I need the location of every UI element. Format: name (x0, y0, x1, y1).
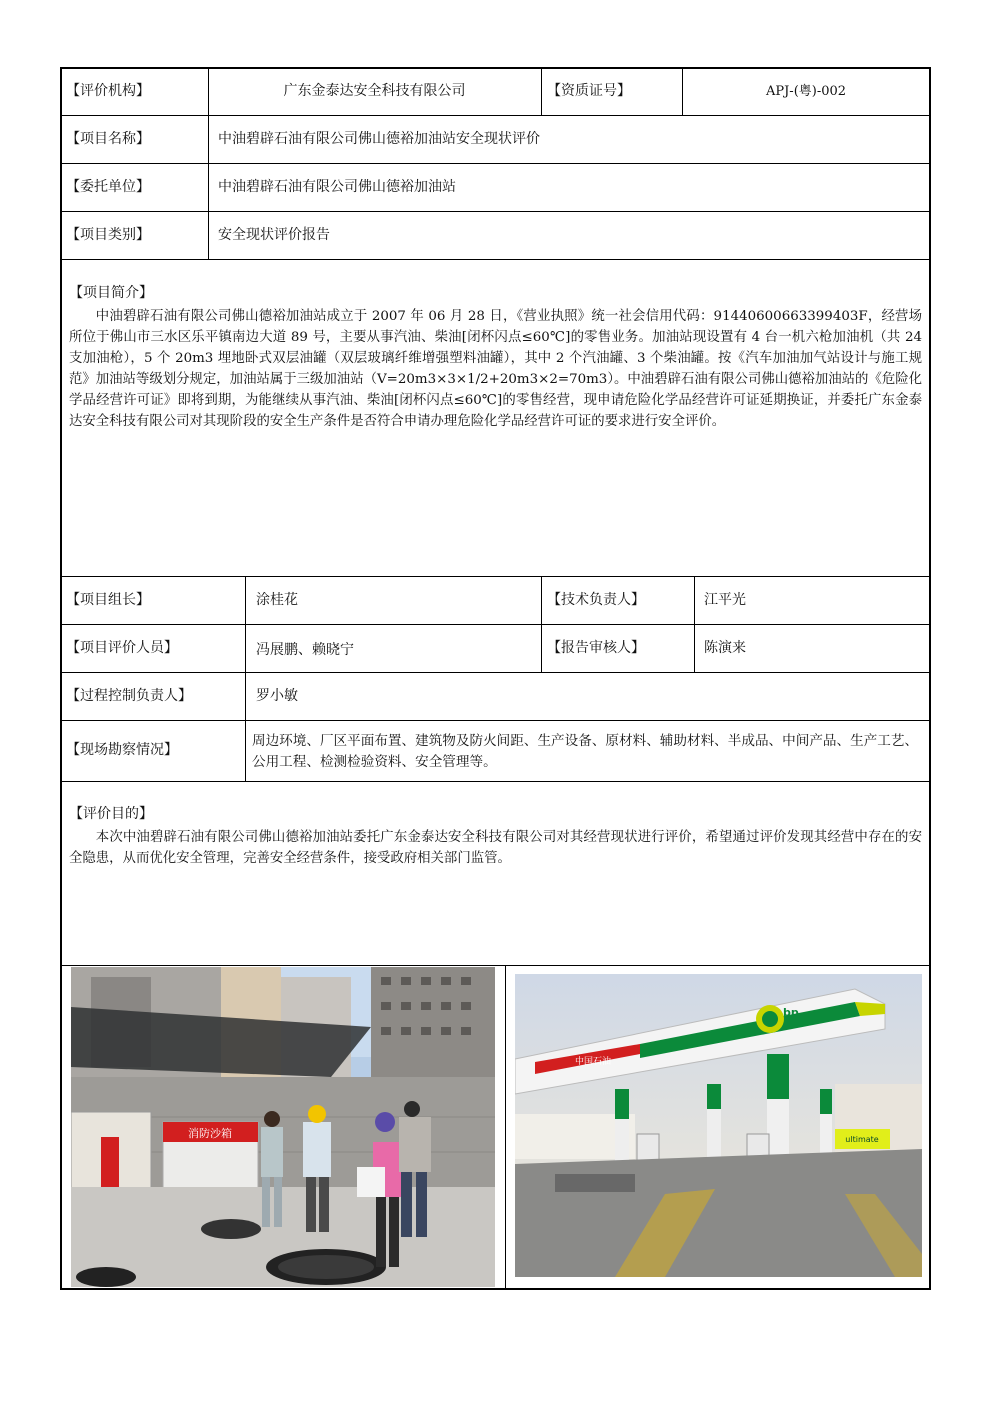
org-label: 【评价机构】 (66, 83, 150, 100)
purpose-label: 【评价目的】 (69, 806, 153, 822)
leader-label: 【项目组长】 (66, 591, 150, 608)
client-value: 中油碧辟石油有限公司佛山德裕加油站 (218, 178, 456, 195)
site-label: 【现场勘察情况】 (66, 742, 178, 759)
gas-station-photo (515, 974, 922, 1277)
sand-box-sign: 消防沙箱 (188, 1127, 232, 1140)
row-divider (61, 965, 930, 966)
project-intro (69, 283, 922, 432)
review-label: 【报告审核人】 (547, 639, 645, 656)
col-divider (541, 576, 542, 672)
row-divider (61, 259, 930, 260)
col-divider (541, 68, 542, 115)
col-divider (694, 576, 695, 672)
row-divider (61, 781, 930, 782)
process-value: 罗小敏 (256, 687, 298, 704)
org-value: 广东金泰达安全科技有限公司 (283, 83, 466, 100)
leader-value: 涂桂花 (256, 591, 298, 608)
cert-value: APJ-(粤)-002 (765, 83, 847, 99)
review-value: 陈演来 (704, 639, 746, 656)
client-label: 【委托单位】 (66, 178, 150, 195)
canopy-text: 中国石油 (575, 1057, 612, 1067)
staff-label: 【项目评价人员】 (66, 639, 178, 656)
process-label: 【过程控制负责人】 (66, 687, 192, 704)
intro-text: 中油碧辟石油有限公司佛山德裕加油站成立于 2007 年 06 月 28 日，《营业执照》统一社会信用代码：91440600663399403F，经营场所位于佛山市三水区乐平镇南边大道 89 号，主要从事汽油、柴油[闭杯闪点≤60℃]的零售业务。加油站现设置有 4 台一机六枪加油机（共 24 支加油枪），5 个 20m3 埋地卧式双层油罐（双层玻璃纤维增强塑料油罐），其中 2 个汽油罐、3 个柴油罐。按《汽车加油加气站设计与施工规范》加油站等级划分规定，加油站属于三级加油站（V=20m3×3×1/2+20m3×2=70m3）。中油碧辟石油有限公司佛山德裕加油站的《危险化学品经营许可证》即将到期，为能继续从事汽油、柴油[闭杯闪点≤60℃]的零售经营，现申请危险化学品经营许可证延期换证，并委托广东金泰达安全科技有限公司对其现阶段的安全生产条件是否符合申请办理危险化学品经营许可证的要求进行安全评价。 (69, 309, 923, 429)
shop-sign: ultimate (845, 1135, 879, 1144)
tech-label: 【技术负责人】 (547, 591, 645, 608)
evaluation-purpose (69, 804, 922, 869)
category-value: 安全现状评价报告 (218, 226, 330, 243)
bp-logo: bp (783, 1006, 799, 1019)
project-name-label: 【项目名称】 (66, 130, 150, 147)
site-inspection-photo (71, 967, 495, 1287)
cert-label: 【资质证号】 (547, 83, 631, 100)
site-value: 周边环境、厂区平面布置、建筑物及防火间距、生产设备、原材料、辅助材料、半成品、中间产品、生产工艺、公用工程、检测检验资料、安全管理等。 (252, 733, 919, 770)
category-label: 【项目类别】 (66, 226, 150, 243)
intro-label: 【项目简介】 (69, 285, 153, 301)
purpose-text: 本次中油碧辟石油有限公司佛山德裕加油站委托广东金泰达安全科技有限公司对其经营现状进行评价，希望通过评价发现其经营中存在的安全隐患，从而优化安全管理，完善安全经营条件，接受政府相关部门监管。 (69, 830, 922, 866)
col-divider (505, 965, 506, 1289)
staff-value: 冯展鹏、赖晓宁 (256, 641, 354, 658)
tech-value: 江平光 (704, 591, 746, 608)
project-name-value: 中油碧辟石油有限公司佛山德裕加油站安全现状评价 (218, 130, 540, 147)
col-divider (245, 576, 246, 781)
